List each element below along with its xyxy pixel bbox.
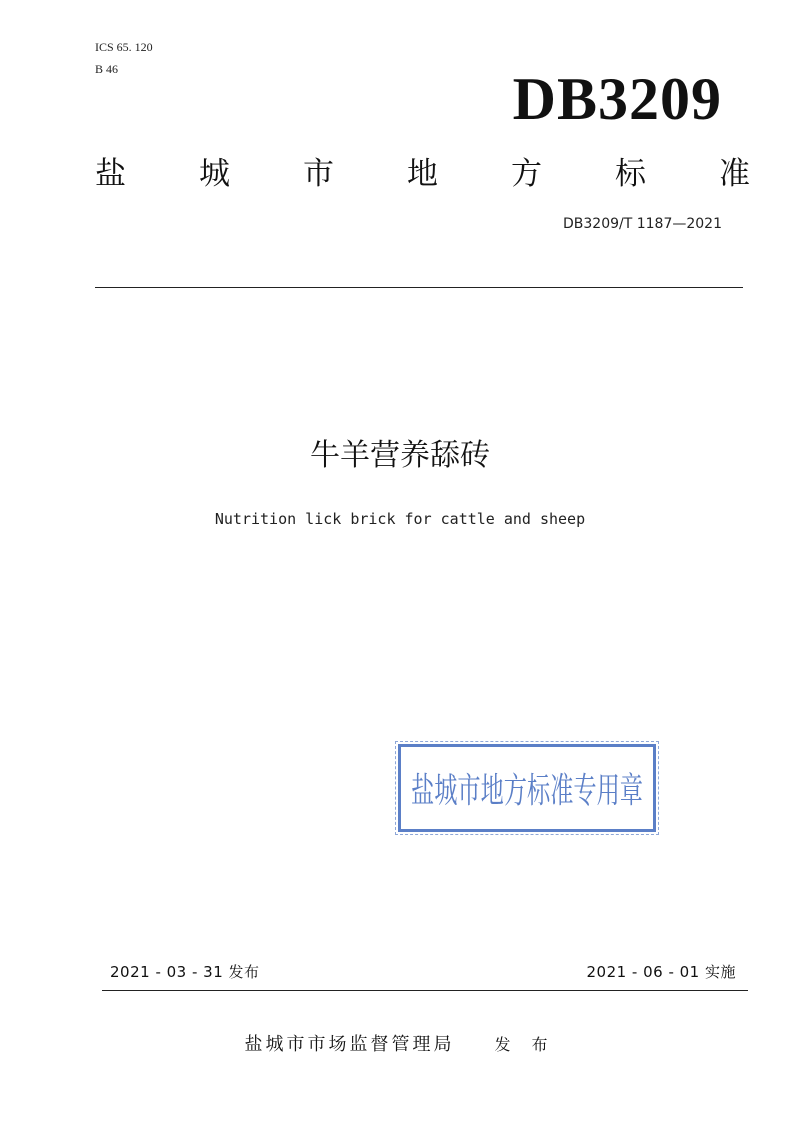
issuer-line [0, 1030, 800, 1056]
standard-type-char: 方 [511, 156, 542, 192]
official-seal-stamp [398, 744, 656, 832]
standard-type-char: 准 [719, 156, 750, 192]
db-code: DB3209 [512, 66, 722, 132]
standard-type-char: 市 [303, 156, 334, 192]
title-english: Nutrition lick brick for cattle and sheep [214, 510, 586, 528]
bottom-divider [102, 990, 748, 991]
standard-type-char: 盐 [95, 156, 126, 192]
implementation-date: 2021 - 06 - 01 实施 [586, 963, 736, 981]
seal-text-graphic [404, 750, 650, 826]
issue-word: 发 布 [494, 1035, 556, 1054]
top-divider [95, 287, 743, 288]
issue-date: 2021 - 03 - 31 发布 [110, 963, 260, 981]
seal-text: 盐城市地方标准专用章 [411, 770, 643, 812]
standard-type-title [95, 152, 750, 196]
ics-code: ICS 65. 120 [95, 40, 153, 54]
title-chinese: 牛羊营养舔砖 [310, 438, 490, 473]
issuer-name: 盐城市市场监督管理局 [244, 1034, 455, 1055]
standard-type-char: 地 [407, 156, 438, 192]
standard-number: DB3209/T 1187—2021 [563, 216, 722, 232]
ccs-code: B 46 [95, 62, 119, 76]
standard-type-char: 城 [199, 156, 230, 192]
standard-type-char: 标 [615, 156, 646, 192]
